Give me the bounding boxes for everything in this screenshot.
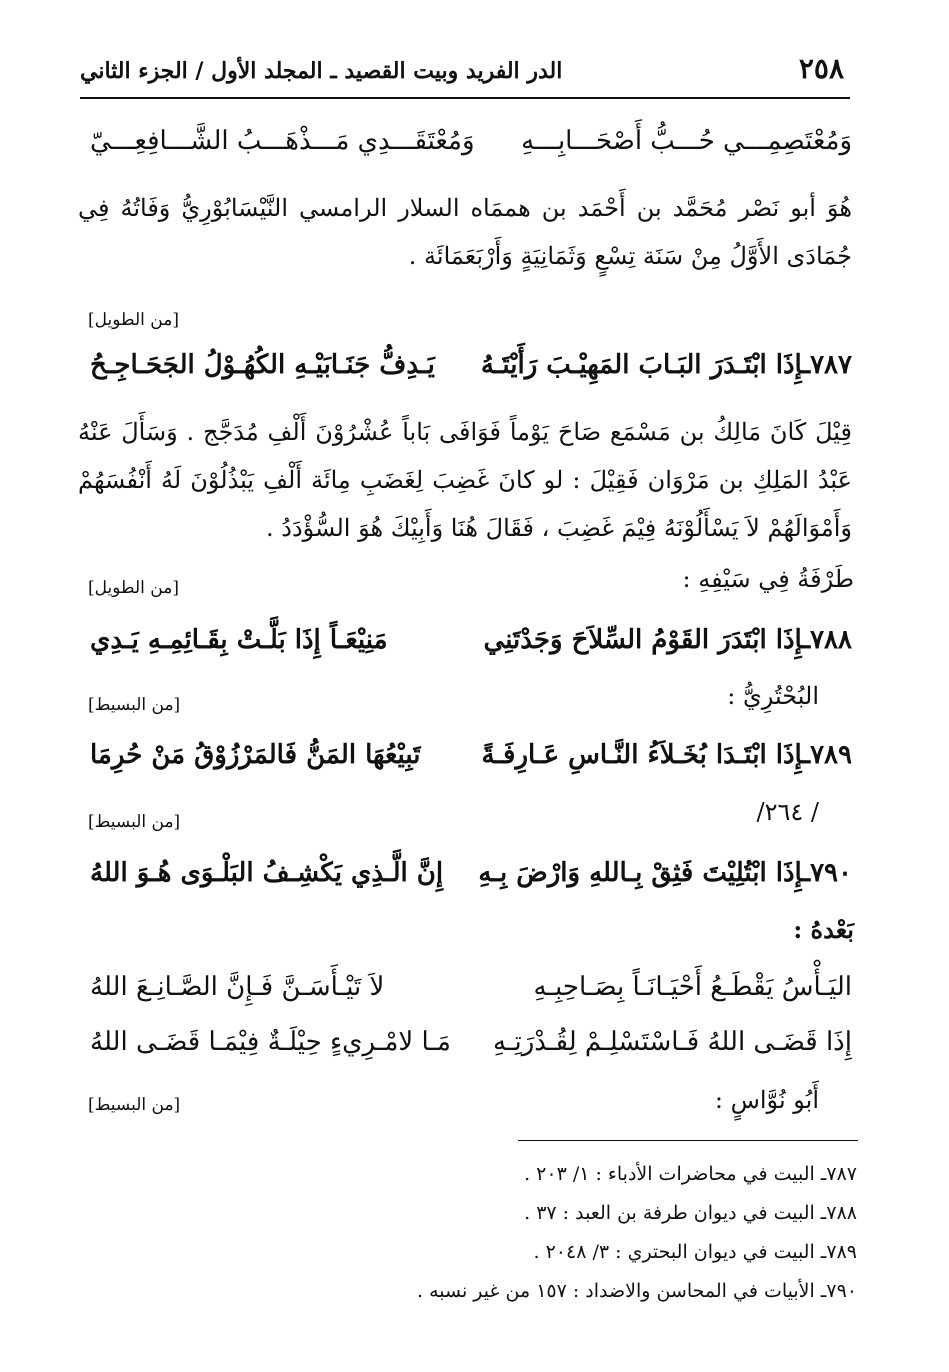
poet-intro-tarafa: طَرْفَةُ فِي سَيْفِهِ : bbox=[682, 565, 854, 593]
verse-second-hemistich: لاَ تَيْـأَسَـنَّ فَـإِنَّ الصَّـانِـعَ اللهُ bbox=[90, 972, 385, 1002]
verse-second-hemistich: مَـا لامْـرِيءٍ حِيْلَـةٌ فِيْمَـا قَضَـى اللهُ bbox=[90, 1027, 451, 1057]
footnote: ٧٨٧ـ البيت في محاضرات الأدباء : ١/ ٢٠٣ . bbox=[524, 1163, 857, 1185]
verse-first-hemistich: إِذَا ابْتَـدَرَ البَـابَ المَهِيْـبَ رَأَيْتَـهُ bbox=[480, 350, 803, 380]
poet-intro-buhturi: البُحْتُرِيُّ : bbox=[727, 682, 819, 710]
verse-first-hemistich: إِذَا ابْتُلِيْتَ فَثِقْ بِـاللهِ وَارْضَ بِـهِ bbox=[478, 858, 803, 888]
meter-label: [من البسيط] bbox=[88, 695, 181, 715]
meter-label: [من الطويل] bbox=[88, 578, 179, 598]
verse-first-hemistich: إِذَا ابْتَـدَا بُخَـلاَءُ النَّـاسِ عَـارِفَـةً bbox=[481, 740, 803, 770]
meter-label: [من البسيط] bbox=[88, 812, 181, 832]
extra-verse bbox=[90, 1027, 852, 1057]
verse-first-hemistich: إِذَا قَضَـى اللهُ فَـاسْتَسْلِـمْ لِقُـدْرَتِـهِ bbox=[492, 1027, 852, 1057]
after-label: بَعْدهُ : bbox=[793, 915, 854, 944]
verse-second-hemistich: تَبِيْعُهَا المَنُّ فَالمَرْزُوْقُ مَنْ حُرِمَا bbox=[90, 740, 421, 770]
verse-number: ٧٨٧ـ bbox=[802, 350, 852, 380]
verse-788 bbox=[90, 625, 852, 655]
verse-first-hemistich: اليَـأْسُ يَقْطَـعُ أَحْيَـانَـاً بِصَـاحِبِـهِ bbox=[533, 972, 852, 1002]
verse-790 bbox=[90, 858, 852, 888]
bio-paragraph: هُوَ أبو نَصْر مُحَمَّد بن أَحْمَد بن هممَاه السلار الرامسي النَّيْسَابُوْرِيُّ وَفَاتُهُ فِي جُمَادَى الأَوَّلُ مِنْ سَنَة تِسْعٍ وَثَمَانِيَةٍ وَأَرْبَعَمَائَة . bbox=[78, 194, 852, 270]
footnote: ٧٨٩ـ البيت في ديوان البحتري : ٣/ ٢٠٤٨ . bbox=[533, 1241, 857, 1263]
verse-second-hemistich: إِنَّ الَّـذِي يَكْشِـفُ البَلْـوَى هُـوَ اللهُ bbox=[90, 858, 444, 888]
verse-789 bbox=[90, 740, 852, 770]
opening-verse bbox=[90, 126, 852, 156]
footnote-rule bbox=[518, 1140, 858, 1141]
verse-first-hemistich: وَمُعْتَصِمِـــي حُـــبُّ أَصْحَـــابِـــهِ bbox=[521, 126, 852, 156]
meter-label: [من الطويل] bbox=[88, 310, 179, 330]
commentary-787: قِيْلَ كَانَ مَالِكُ بن مَسْمَع صَاحَ يَوْماً فَوَافَى بَاباً عُشْرُوْنَ أَلْفِ مُدَجَّج . وَسَأَلَ عَنْهُ عَبْدُ المَلِكِ بن مَرْوَان فَقِيْلَ : لو كانَ غَضِبَ لِغَضَبِ مِائَة أَلْفِ يَبْذُلُوْنَ لَهُ أَنْفُسَهُمْ وَأَمْوَالَهُمْ لاَ يَسْأَلُوْنَهُ فِيْمَ غَضِبَ ، فَقَالَ هُنَا وَأَبِيْكَ هُوَ السُّؤْدَدُ . bbox=[78, 418, 852, 542]
meter-label: [من البسيط] bbox=[88, 1095, 181, 1115]
running-title: الدر الفريد وبيت القصيد ـ المجلد الأول / الجزء الثاني bbox=[80, 58, 563, 84]
verse-number: ٧٨٨ـ bbox=[802, 625, 852, 655]
folio-marker: / ٢٦٤/ bbox=[756, 798, 819, 826]
poet-intro-abu-nuwas: أَبُو نُوَّاسٍ : bbox=[714, 1086, 819, 1114]
footnote: ٧٩٠ـ الأبيات في المحاسن والاضداد : ١٥٧ من غير نسبه . bbox=[417, 1280, 857, 1302]
verse-second-hemistich: وَمُعْتَقَـــدِي مَـــذْهَـــبُ الشَّـــافِعِـــيّ bbox=[90, 126, 475, 156]
verse-number: ٧٨٩ـ bbox=[802, 740, 852, 770]
extra-verse bbox=[90, 972, 852, 1002]
page-number: ٢٥٨ bbox=[798, 52, 844, 85]
verse-second-hemistich: مَنِيْعَـاً إِذَا بَلَّـتْ بِقَـائِمِـهِ يَـدِي bbox=[90, 625, 388, 655]
verse-number: ٧٩٠ـ bbox=[802, 858, 852, 888]
verse-second-hemistich: يَـدِفُّ جَنَـابَيْـهِ الكُهُـوْلُ الجَحَـاجِـحُ bbox=[90, 350, 435, 380]
footnote: ٧٨٨ـ البيت في ديوان طرفة بن العبد : ٣٧ . bbox=[524, 1202, 857, 1224]
header-rule bbox=[80, 97, 850, 99]
verse-787 bbox=[90, 350, 852, 380]
verse-first-hemistich: إِذَا ابْتَدَرَ القَوْمُ السِّلاَحَ وَجَدْتَنِي bbox=[483, 625, 803, 655]
